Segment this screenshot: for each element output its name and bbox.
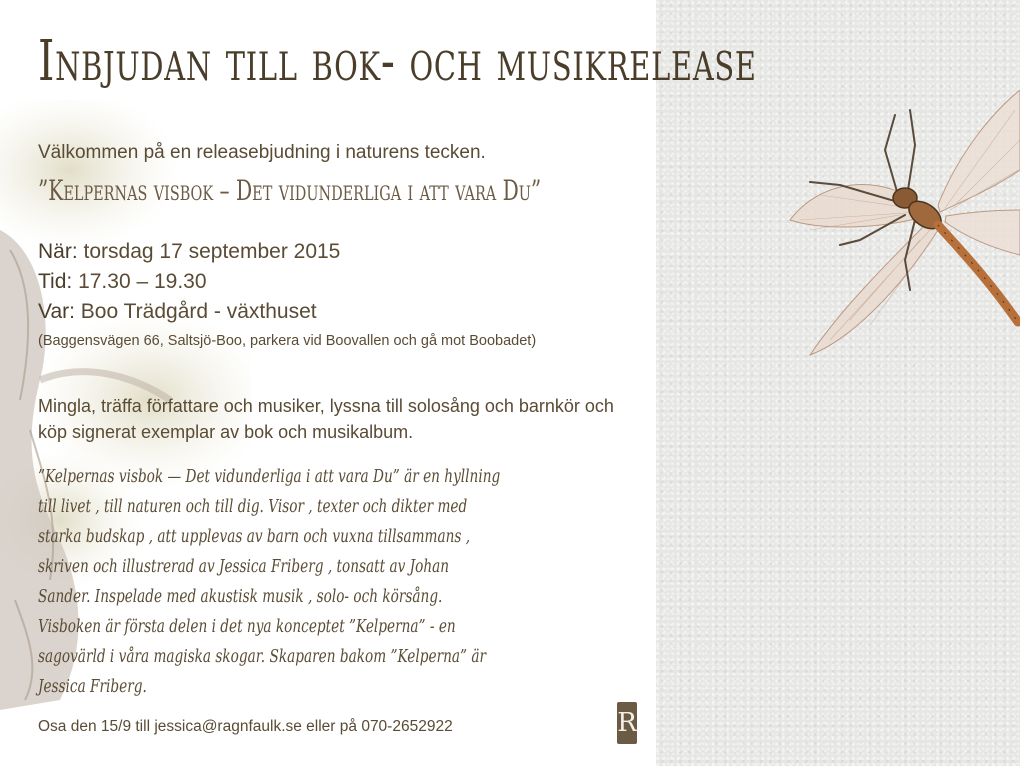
description-line: Jessica Friberg.	[38, 677, 147, 697]
publisher-logo: R	[617, 702, 637, 744]
time-value: 17.30 – 19.30	[72, 270, 207, 293]
time-label: Tid:	[38, 270, 73, 293]
description-line: ”Kelpernas visbok — Det vidunderliga i att vara Du” är en hyllning	[38, 467, 501, 487]
description-line: starka budskap , att upplevas av barn och vuxna tillsammans ,	[38, 527, 471, 547]
date-value: torsdag 17 september 2015	[77, 240, 341, 263]
address-text: (Baggensvägen 66, Saltsjö-Boo, parkera vid Boovallen och gå mot Boobadet)	[38, 333, 537, 349]
page-title: Inbjudan till bok- och musikrelease	[38, 29, 757, 94]
description-line: skriven och illustrerad av Jessica Friberg , tonsatt av Johan	[38, 557, 450, 577]
rsvp-text: Osa den 15/9 till jessica@ragnfaulk.se eller på 070-2652922	[38, 718, 453, 735]
location-label: Var:	[38, 300, 75, 323]
mingle-text: Mingla, träffa författare och musiker, lyssna till solosång och barnkör och köp signerat exemplar av bok och musikalbum.	[38, 396, 614, 442]
location-value: Boo Trädgård - växthuset	[74, 300, 317, 323]
event-time	[38, 270, 207, 294]
book-title: ”Kelpernas visbok – Det vidunderliga i att vara Du”	[38, 174, 542, 207]
event-date	[38, 240, 340, 264]
description-line: till livet , till naturen och till dig. Visor , texter och dikter med	[38, 497, 468, 517]
description-line: sagovärld i våra magiska skogar. Skaparen bakom ”Kelperna” är	[38, 647, 487, 667]
description-line: Sander. Inspelade med akustisk musik , solo- och körsång.	[38, 587, 443, 607]
dragonfly-illustration	[780, 90, 1020, 370]
description-line: Visboken är första delen i det nya konceptet ”Kelperna” - en	[38, 617, 456, 637]
description-paragraph	[38, 462, 639, 702]
date-label: När:	[38, 240, 78, 263]
welcome-text: Välkommen på en releasebjudning i naturens tecken.	[38, 142, 486, 163]
event-location	[38, 300, 317, 324]
